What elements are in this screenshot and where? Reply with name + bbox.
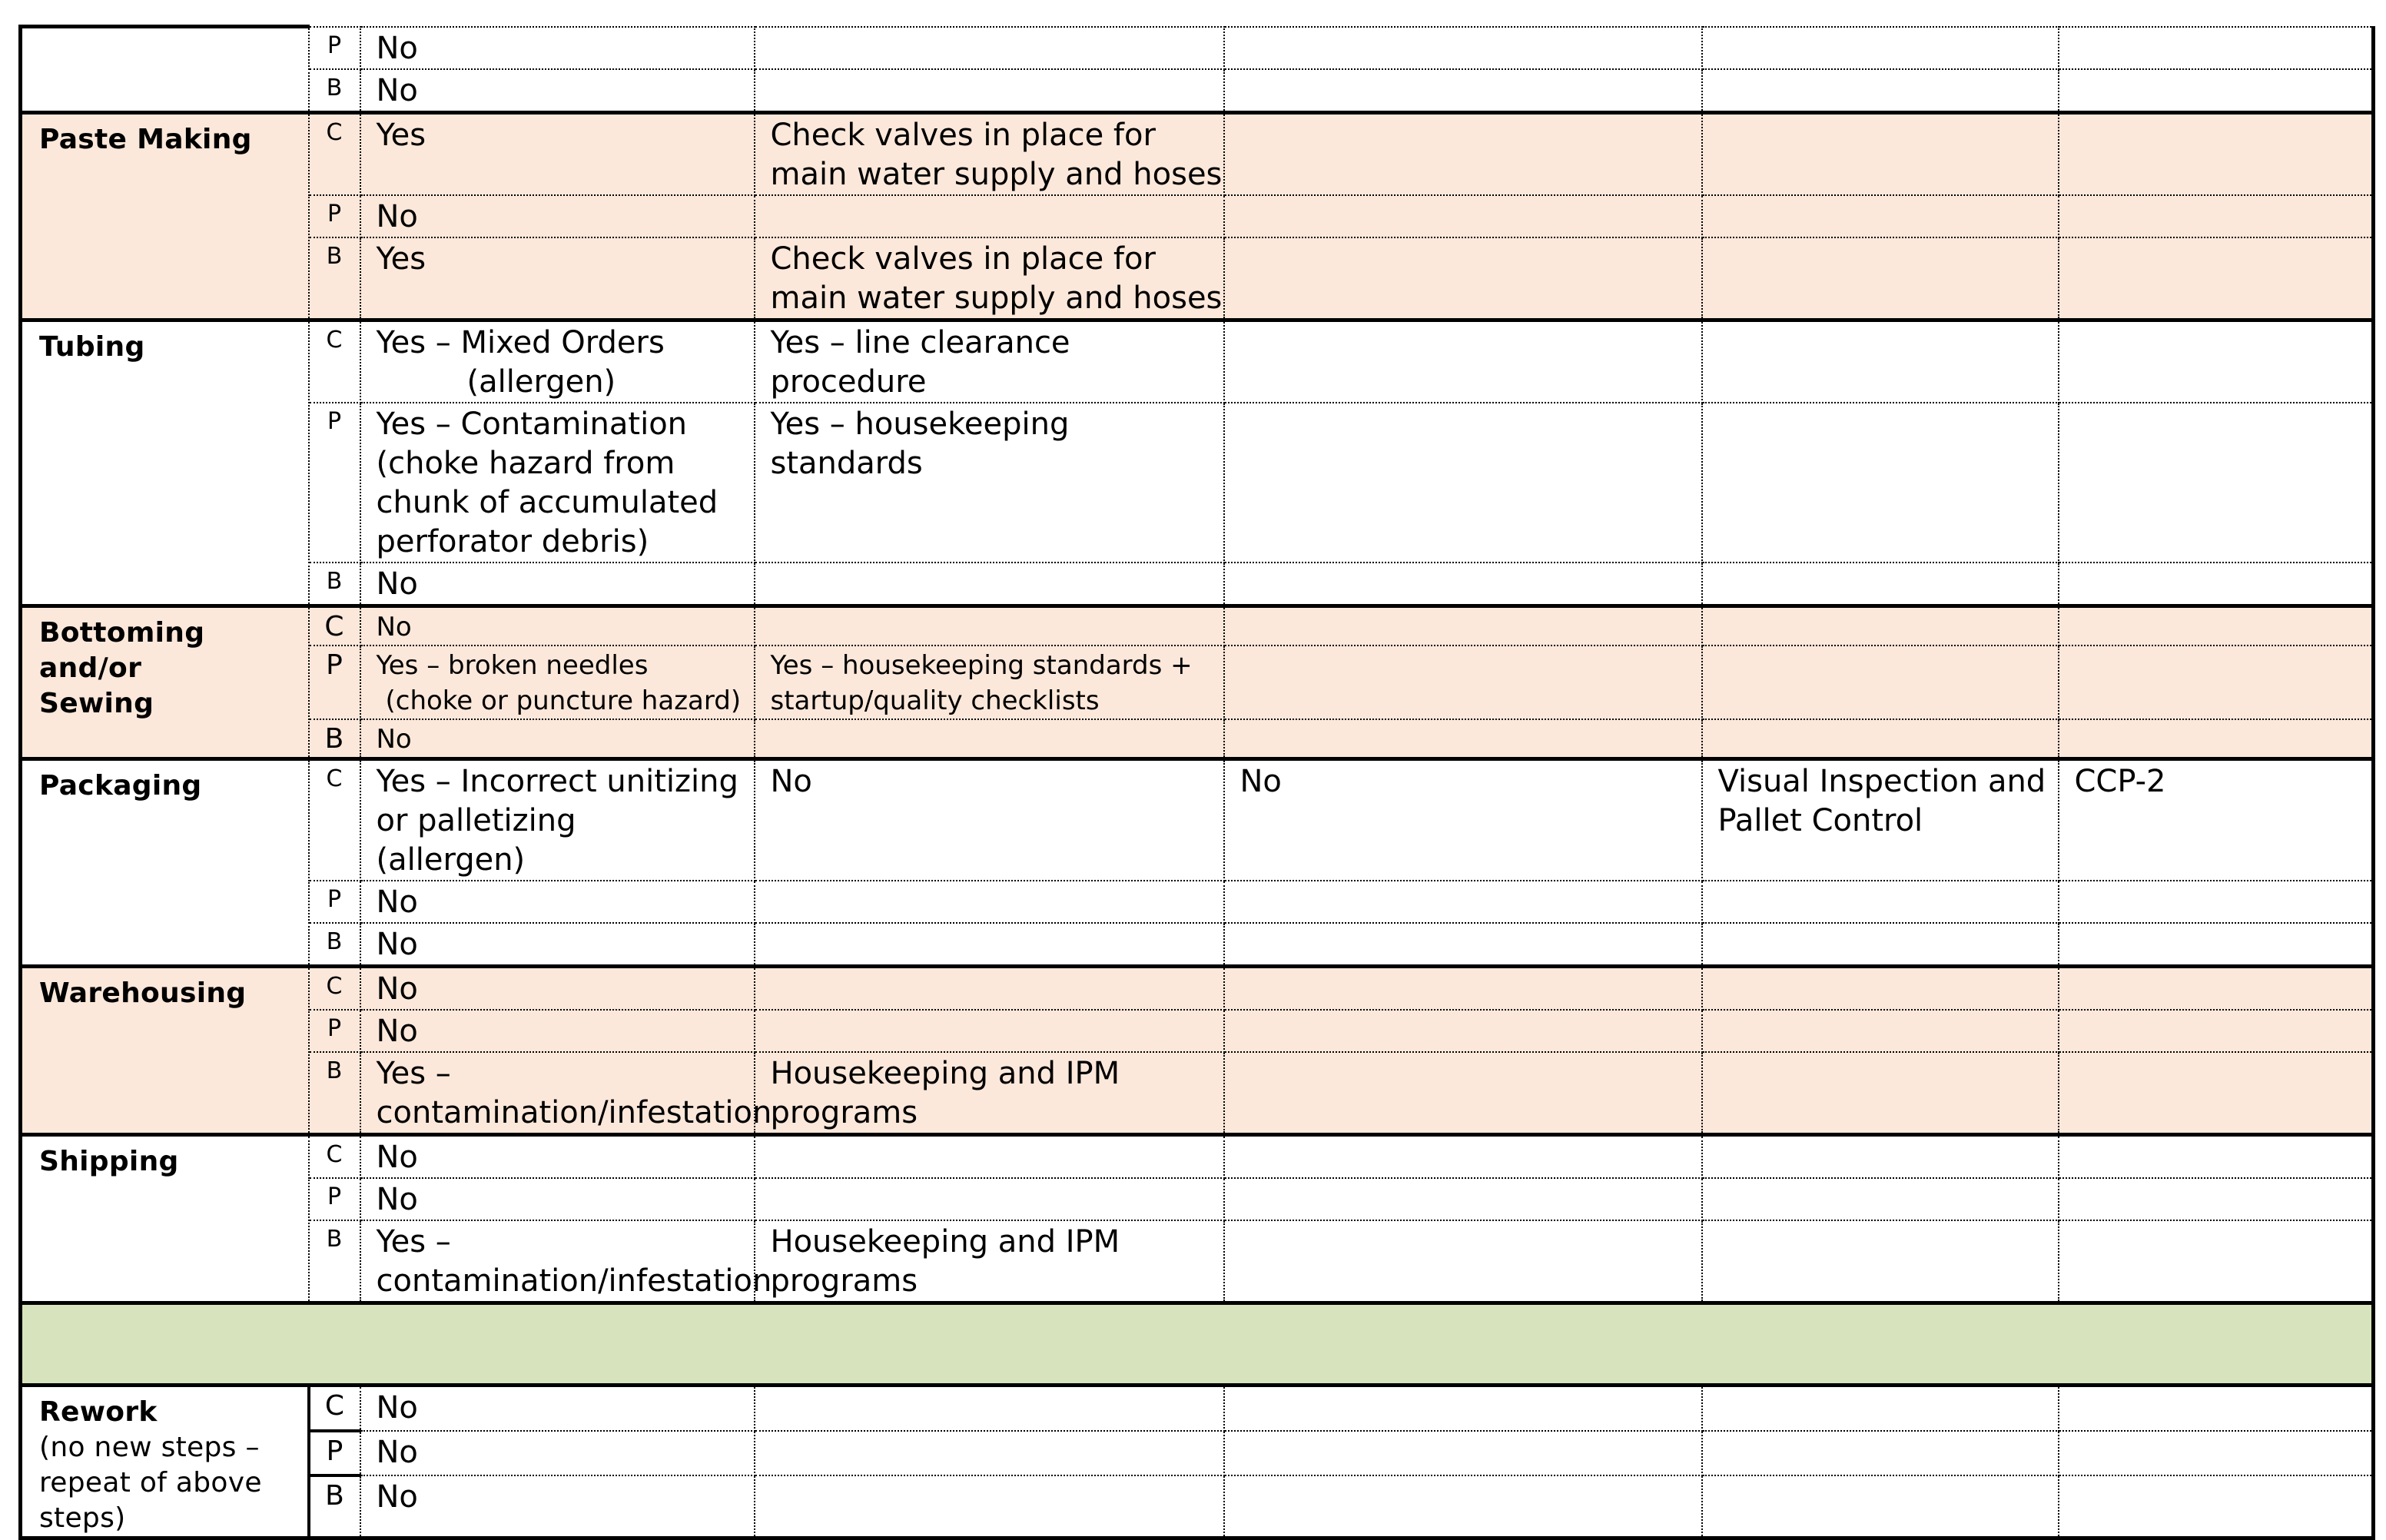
control-cell: [755, 563, 1224, 606]
table-row: [21, 320, 2374, 403]
table-row: [21, 1010, 2374, 1052]
q1-cell: [1224, 646, 1702, 719]
table-row: [21, 606, 2374, 646]
hazard-type-letter: B: [309, 563, 360, 606]
q1-cell: [1224, 1431, 1702, 1475]
q2-cell: [1702, 237, 2059, 320]
control-cell: [755, 1178, 1224, 1220]
hazard-cell: No: [360, 195, 755, 237]
q1-cell: [1224, 1220, 1702, 1303]
hazard-type-letter: B: [309, 69, 360, 113]
q2-cell: [1702, 563, 2059, 606]
q2-cell: [1702, 646, 2059, 719]
q2-cell: [1702, 1475, 2059, 1538]
hazard-cell: No: [360, 881, 755, 923]
hazard-cell: Yes: [360, 112, 755, 195]
control-cell: [755, 69, 1224, 113]
hazard-cell: Yes – contamination/infestation: [360, 1220, 755, 1303]
hazard-cell: Yes: [360, 237, 755, 320]
control-cell: Check valves in place for main water supply and hoses: [755, 237, 1224, 320]
hazard-line: (choke or puncture hazard): [385, 685, 742, 716]
ccp-cell: [2059, 1178, 2374, 1220]
q1-cell: [1224, 719, 1702, 759]
hazard-type-letter: P: [309, 881, 360, 923]
q1-cell: [1224, 1134, 1702, 1178]
q2-cell: [1702, 320, 2059, 403]
ccp-cell: [2059, 403, 2374, 563]
ccp-cell: [2059, 1220, 2374, 1303]
hazard-cell: No: [360, 1475, 755, 1538]
step-name: Bottoming and/or Sewing: [21, 606, 309, 758]
hazard-cell: Yes – Contamination (choke hazard from chunk of accumulated perforator debris): [360, 403, 755, 563]
ccp-cell: [2059, 606, 2374, 646]
ccp-cell: [2059, 923, 2374, 967]
q1-cell: [1224, 563, 1702, 606]
hazard-cell: No: [360, 966, 755, 1010]
q2-cell: [1702, 1010, 2059, 1052]
hazard-cell: No: [360, 719, 755, 759]
section-separator-band: [21, 1303, 2374, 1385]
ccp-cell: [2059, 966, 2374, 1010]
control-cell: [755, 195, 1224, 237]
ccp-cell: [2059, 69, 2374, 113]
ccp-cell: [2059, 646, 2374, 719]
table-row: [21, 403, 2374, 563]
hazard-type-letter: C: [309, 606, 360, 646]
q1-cell: [1224, 1010, 1702, 1052]
control-cell: No: [755, 758, 1224, 881]
control-cell: Housekeeping and IPM programs: [755, 1052, 1224, 1135]
ccp-cell: [2059, 27, 2374, 69]
q2-cell: [1702, 403, 2059, 563]
green-band-cell: [21, 1303, 2374, 1385]
hazard-type-letter: B: [309, 1052, 360, 1135]
control-cell: [755, 27, 1224, 69]
rework-title: Rework: [39, 1396, 158, 1428]
q1-cell: [1224, 923, 1702, 967]
step-name: Tubing: [21, 320, 309, 606]
q1-cell: [1224, 237, 1702, 320]
q2-cell: [1702, 1220, 2059, 1303]
q1-cell: [1224, 881, 1702, 923]
hazard-cell: No: [360, 923, 755, 967]
control-cell: [755, 1010, 1224, 1052]
hazard-type-letter: C: [309, 1134, 360, 1178]
q2-cell: [1702, 69, 2059, 113]
ccp-cell: [2059, 237, 2374, 320]
table-row: [21, 563, 2374, 606]
ccp-cell: [2059, 1134, 2374, 1178]
hazard-type-letter: C: [309, 966, 360, 1010]
hazard-cell: No: [360, 1385, 755, 1431]
q2-cell: [1702, 1134, 2059, 1178]
q1-cell: [1224, 606, 1702, 646]
hazard-cell: [360, 646, 755, 719]
q2-cell: [1702, 923, 2059, 967]
hazard-type-letter: P: [309, 195, 360, 237]
q1-cell: [1224, 1385, 1702, 1431]
ccp-cell: [2059, 1475, 2374, 1538]
ccp-cell: CCP-2: [2059, 758, 2374, 881]
hazard-line: Yes – broken needles: [376, 649, 649, 681]
hazard-cell: No: [360, 563, 755, 606]
control-cell: [755, 606, 1224, 646]
control-cell: [755, 1475, 1224, 1538]
hazard-analysis-table: [18, 25, 2375, 1540]
control-cell: Housekeeping and IPM programs: [755, 1220, 1224, 1303]
control-cell: [755, 881, 1224, 923]
table-row: [21, 1385, 2374, 1431]
q2-cell: [1702, 606, 2059, 646]
control-cell: [755, 719, 1224, 759]
q2-cell: [1702, 112, 2059, 195]
control-cell: [755, 1385, 1224, 1431]
q2-cell: Visual Inspection and Pallet Control: [1702, 758, 2059, 881]
hazard-cell: Yes – Incorrect unitizing or palletizing (allergen): [360, 758, 755, 881]
q2-cell: [1702, 966, 2059, 1010]
hazard-type-letter: B: [309, 923, 360, 967]
table-row: [21, 966, 2374, 1010]
control-cell: [755, 1134, 1224, 1178]
hazard-cell: No: [360, 1134, 755, 1178]
hazard-type-letter: B: [309, 237, 360, 320]
q1-cell: [1224, 1475, 1702, 1538]
ccp-cell: [2059, 320, 2374, 403]
table-row: [21, 237, 2374, 320]
ccp-cell: [2059, 195, 2374, 237]
hazard-type-letter: P: [309, 1178, 360, 1220]
hazard-line: Yes – Mixed Orders: [376, 324, 665, 360]
q2-cell: [1702, 881, 2059, 923]
q1-cell: [1224, 1052, 1702, 1135]
table-row: [21, 1475, 2374, 1538]
control-cell: Yes – line clearance procedure: [755, 320, 1224, 403]
ccp-cell: [2059, 719, 2374, 759]
table-row: [21, 1178, 2374, 1220]
q1-cell: [1224, 27, 1702, 69]
hazard-type-letter: P: [309, 646, 360, 719]
q1-cell: [1224, 69, 1702, 113]
q1-cell: No: [1224, 758, 1702, 881]
hazard-type-letter: B: [309, 1220, 360, 1303]
hazard-cell: No: [360, 1178, 755, 1220]
table-row: [21, 195, 2374, 237]
table-row: [21, 646, 2374, 719]
ccp-cell: [2059, 112, 2374, 195]
table-row: [21, 112, 2374, 195]
hazard-cell: No: [360, 69, 755, 113]
table-row: [21, 1431, 2374, 1475]
control-cell: Yes – housekeeping standards + startup/quality checklists: [755, 646, 1224, 719]
q1-cell: [1224, 112, 1702, 195]
q2-cell: [1702, 1178, 2059, 1220]
hazard-cell: No: [360, 27, 755, 69]
step-name: Paste Making: [21, 112, 309, 320]
q2-cell: [1702, 719, 2059, 759]
ccp-cell: [2059, 1010, 2374, 1052]
table-row: [21, 758, 2374, 881]
table-row: [21, 1052, 2374, 1135]
control-cell: [755, 1431, 1224, 1475]
table-row: [21, 881, 2374, 923]
rework-note: (no new steps – repeat of above steps): [39, 1431, 262, 1534]
hazard-cell: No: [360, 1431, 755, 1475]
ccp-cell: [2059, 1052, 2374, 1135]
ccp-cell: [2059, 1385, 2374, 1431]
q1-cell: [1224, 1178, 1702, 1220]
table-row: [21, 1220, 2374, 1303]
control-cell: [755, 966, 1224, 1010]
control-cell: Check valves in place for main water supply and hoses: [755, 112, 1224, 195]
step-name: [21, 1385, 309, 1538]
ccp-cell: [2059, 1431, 2374, 1475]
hazard-type-letter: P: [309, 1010, 360, 1052]
hazard-cell: No: [360, 1010, 755, 1052]
ccp-cell: [2059, 881, 2374, 923]
hazard-cell: [360, 320, 755, 403]
step-name: Shipping: [21, 1134, 309, 1303]
hazard-type-letter: C: [309, 1385, 360, 1431]
q2-cell: [1702, 195, 2059, 237]
q2-cell: [1702, 1431, 2059, 1475]
hazard-type-letter: B: [309, 1475, 360, 1538]
control-cell: Yes – housekeeping standards: [755, 403, 1224, 563]
q1-cell: [1224, 966, 1702, 1010]
table-row: [21, 69, 2374, 113]
hazard-type-letter: C: [309, 112, 360, 195]
hazard-type-letter: C: [309, 758, 360, 881]
control-cell: [755, 923, 1224, 967]
step-name: Packaging: [21, 758, 309, 966]
hazard-type-letter: B: [309, 719, 360, 759]
table-row: [21, 1134, 2374, 1178]
hazard-cell: Yes – contamination/infestation: [360, 1052, 755, 1135]
q2-cell: [1702, 27, 2059, 69]
hazard-line: (allergen): [466, 363, 616, 400]
q1-cell: [1224, 320, 1702, 403]
hazard-type-letter: P: [309, 27, 360, 69]
hazard-cell: No: [360, 606, 755, 646]
ccp-cell: [2059, 563, 2374, 606]
q2-cell: [1702, 1385, 2059, 1431]
table-row: [21, 719, 2374, 759]
table-row: [21, 27, 2374, 69]
step-name: Warehousing: [21, 966, 309, 1134]
table-row: [21, 923, 2374, 967]
hazard-type-letter: P: [309, 1431, 360, 1475]
hazard-type-letter: C: [309, 320, 360, 403]
step-cell-continued: [21, 27, 309, 113]
q1-cell: [1224, 195, 1702, 237]
hazard-type-letter: P: [309, 403, 360, 563]
q2-cell: [1702, 1052, 2059, 1135]
q1-cell: [1224, 403, 1702, 563]
